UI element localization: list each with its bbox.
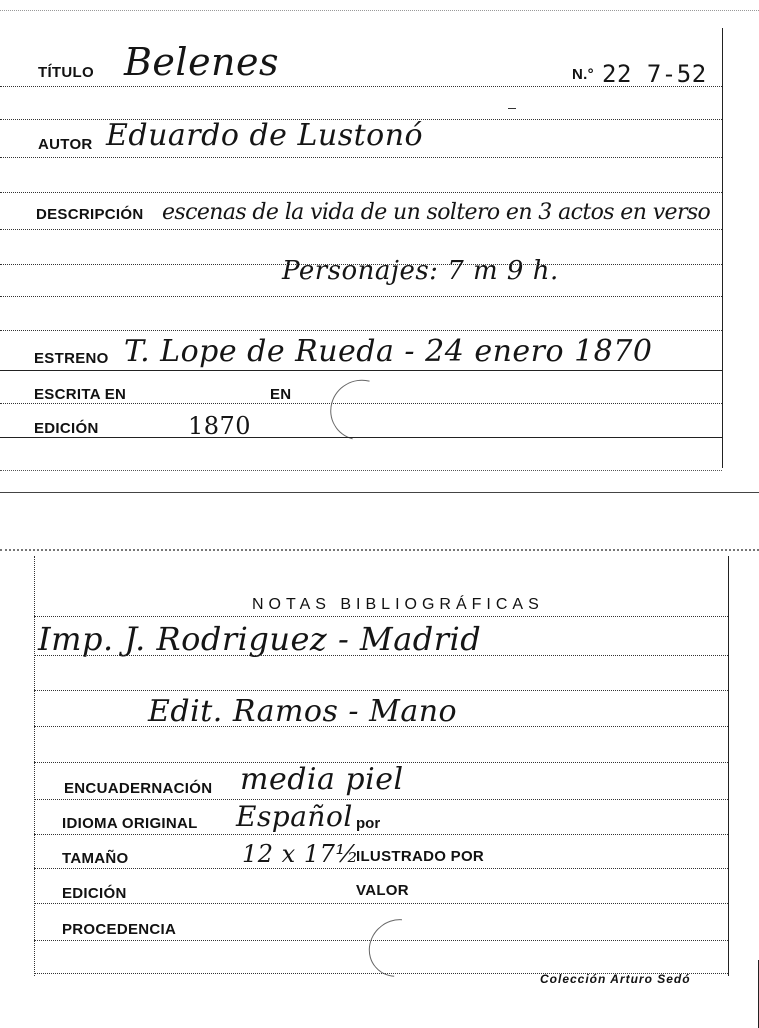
por-label: por <box>356 815 381 832</box>
line <box>0 86 722 87</box>
autor-label: AUTOR <box>38 136 93 153</box>
notas-heading: NOTAS BIBLIOGRÁFICAS <box>252 596 544 613</box>
estreno-label: ESTRENO <box>34 350 109 367</box>
line <box>34 903 728 904</box>
card-edge <box>0 549 759 551</box>
personajes-value: Personajes: 7 m 9 h. <box>282 256 559 286</box>
card-edge <box>722 28 723 468</box>
titulo-value: Belenes <box>124 40 280 84</box>
card-edge <box>34 556 35 976</box>
line <box>0 192 722 193</box>
card-edge <box>0 10 759 11</box>
card-divider <box>0 492 759 493</box>
encuadernacion-value: media piel <box>240 762 404 797</box>
estreno-value: T. Lope de Rueda - 24 enero 1870 <box>124 334 653 369</box>
tamano-value: 12 x 17½ <box>242 840 360 868</box>
en-label: EN <box>270 386 292 403</box>
descripcion-value: escenas de la vida de un soltero en 3 actos en verso <box>162 200 711 225</box>
line <box>0 330 722 331</box>
descripcion-label: DESCRIPCIÓN <box>36 206 144 223</box>
line <box>0 370 722 371</box>
titulo-label: TÍTULO <box>38 64 94 81</box>
line <box>34 799 728 800</box>
collection-credit: Colección Arturo Sedó <box>540 972 691 986</box>
escrita-en-label: ESCRITA EN <box>34 386 127 403</box>
encuadernacion-label: ENCUADERNACIÓN <box>64 780 213 797</box>
idioma-label: IDIOMA ORIGINAL <box>62 815 198 832</box>
edicion-label: EDICIÓN <box>34 420 99 437</box>
line <box>0 264 722 265</box>
line <box>0 437 722 438</box>
line <box>0 229 722 230</box>
note-line-1: Imp. J. Rodriguez - Madrid <box>38 620 482 658</box>
line <box>34 616 728 617</box>
line <box>34 834 728 835</box>
line <box>0 296 722 297</box>
numero-label: N.° <box>572 66 594 83</box>
line <box>34 690 728 691</box>
note-line-2: Edit. Ramos - Mano <box>148 694 458 729</box>
tamano-label: TAMAÑO <box>62 850 129 867</box>
line <box>34 726 728 727</box>
line <box>0 470 722 471</box>
autor-value: Eduardo de Lustonó <box>106 118 424 153</box>
numero-value: 22 7-52 <box>602 60 707 88</box>
edicion-value: 1870 <box>188 412 252 440</box>
punch-hole <box>319 369 403 452</box>
stray-mark <box>508 108 516 109</box>
line <box>34 868 728 869</box>
punch-hole <box>357 907 439 988</box>
procedencia-label: PROCEDENCIA <box>62 921 177 938</box>
valor-label: VALOR <box>356 882 409 899</box>
line <box>34 655 728 656</box>
line <box>0 157 722 158</box>
edicion-bottom-label: EDICIÓN <box>62 885 127 902</box>
idioma-value: Español <box>236 800 353 833</box>
ilustrado-label: ILUSTRADO POR <box>356 848 485 865</box>
card-edge <box>728 556 729 976</box>
